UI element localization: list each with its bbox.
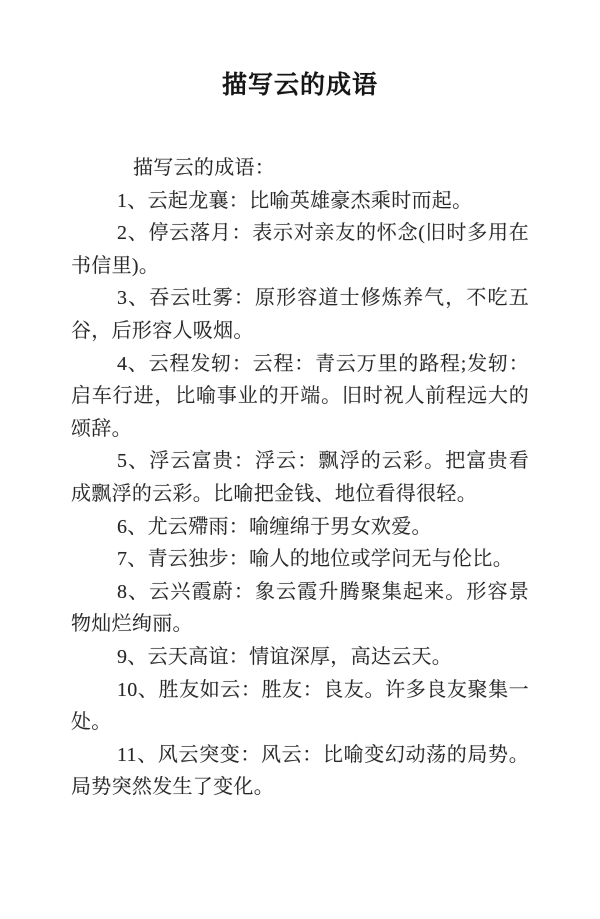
idiom-item-8: 8、云兴霞蔚：象云霞升腾聚集起来。形容景物灿烂绚丽。: [71, 580, 529, 636]
idiom-item-5: 5、浮云富贵：浮云：飘浮的云彩。把富贵看成飘浮的云彩。比喻把金钱、地位看得很轻。: [71, 450, 529, 505]
document-page: [0, 70, 600, 919]
intro-line: 描写云的成语：: [133, 157, 276, 179]
idiom-item-3: 3、吞云吐雾：原形容道士修炼养气，不吃五谷，后形容人吸烟。: [71, 287, 529, 342]
idiom-item-2: 2、停云落月：表示对亲友的怀念(旧时多用在书信里)。: [71, 222, 529, 277]
page-title: 描写云的成语: [221, 72, 378, 99]
idiom-item-10: 10、胜友如云：胜友：良友。许多良友聚集一处。: [71, 678, 529, 734]
idiom-item-6: 6、尤云殢雨：喻缠绵于男女欢爱。: [117, 515, 432, 538]
document-body: [71, 152, 529, 804]
idiom-item-4: 4、云程发轫：云程：青云万里的路程;发轫：启车行进，比喻事业的开端。旧时祝人前程远大的颂辞。: [71, 352, 529, 440]
idiom-item-1: 1、云起龙襄：比喻英雄豪杰乘时而起。: [117, 189, 473, 212]
idiom-item-9: 9、云天高谊：情谊深厚，高达云天。: [117, 645, 453, 668]
idiom-item-7: 7、青云独步：喻人的地位或学问无与伦比。: [117, 548, 513, 571]
idiom-item-11: 11、风云突变：风云：比喻变幻动荡的局势。局势突然发生了变化。: [71, 743, 529, 799]
